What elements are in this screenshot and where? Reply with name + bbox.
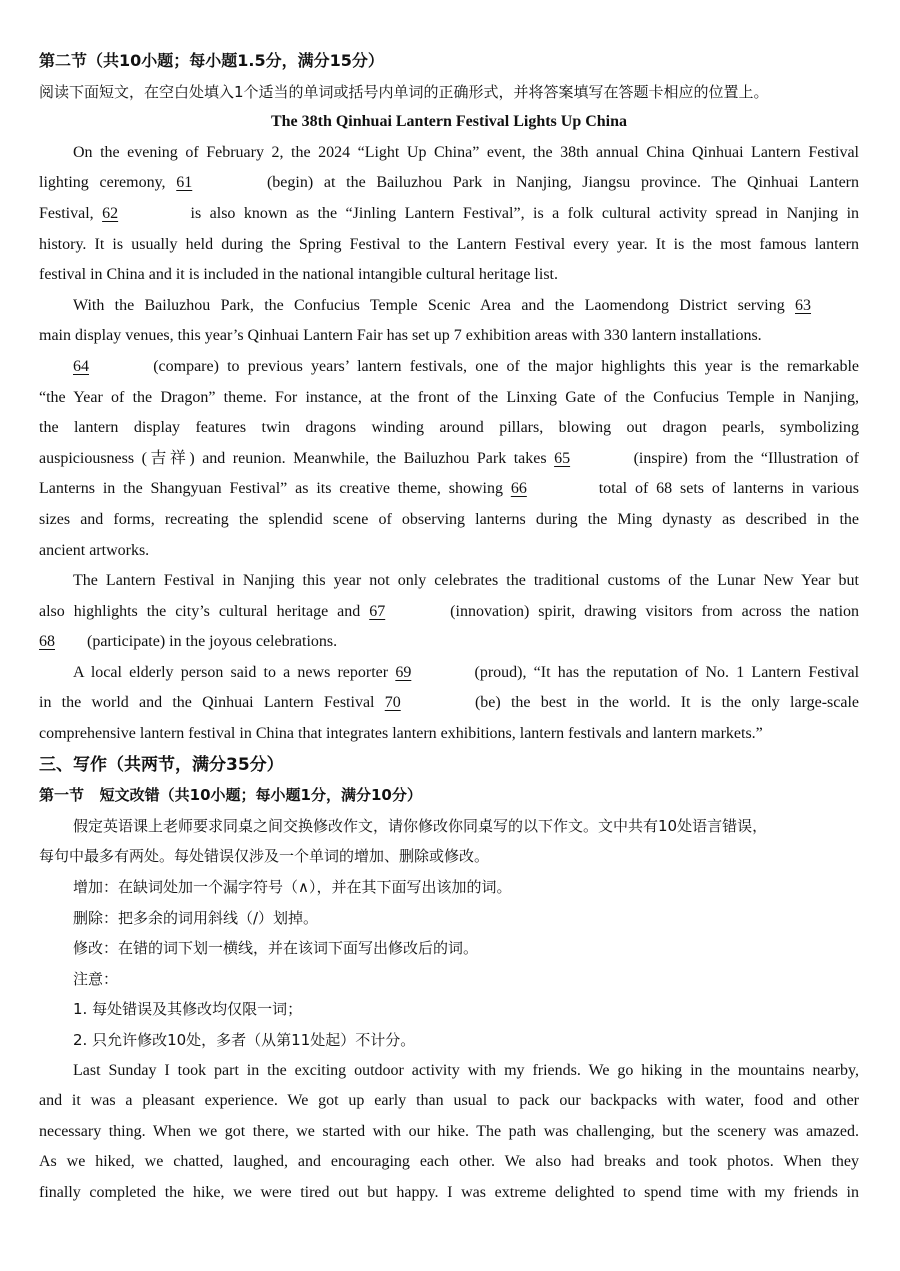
p3-line1 <box>39 352 859 383</box>
text: in the world and the Qinhuai Lantern Festival <box>39 694 375 712</box>
text: total of 68 sets of lanterns in various <box>598 480 859 498</box>
text: Festival, <box>39 204 94 222</box>
text: (proud), “It has the reputation of No. 1 Lantern Festival <box>474 663 860 681</box>
part3-instruction-2: 每句中最多有两处。每处错误仅涉及一个单词的增加、删除或修改。 <box>39 847 490 866</box>
p5-line1 <box>39 658 859 689</box>
essay-line2: and it was a pleasant experience. We got up early than usual to pack our backpacks with water, food and other <box>39 1092 859 1110</box>
note-label: 注意： <box>73 969 119 988</box>
p1-line2 <box>39 168 859 199</box>
blank-67: 67 <box>369 602 386 620</box>
p3-line6: sizes and forms, recreating the splendid scene of observing lanterns during the Ming dynasty as described in the <box>39 510 859 528</box>
blank-64: 64 <box>73 357 89 375</box>
blank-63: 63 <box>795 296 812 314</box>
text: A local elderly person said to a news reporter <box>73 663 389 681</box>
section2-instruction: 阅读下面短文，在空白处填入1个适当的单词或括号内单词的正确形式，并将答案填写在答题卡相应的位置上。 <box>39 82 769 101</box>
rule-add: 增加：在缺词处加一个漏字符号（∧），并在其下面写出该加的词。 <box>73 878 512 897</box>
text: (begin) at the Bailuzhou Park in Nanjing, Jiangsu province. The Qinhuai Lantern <box>266 174 860 192</box>
text: (innovation) spirit, drawing visitors from across the nation <box>450 602 860 620</box>
text: (be) the best in the world. It is the only large-scale <box>474 694 860 712</box>
p3-line3: the lantern display features twin dragons winding around pillars, blowing out dragon pearls, symbolizing <box>39 419 859 437</box>
p1-line5: festival in China and it is included in the national intangible cultural heritage list. <box>39 266 558 284</box>
passage-title: The 38th Qinhuai Lantern Festival Lights Up China <box>270 113 628 131</box>
p1-line4: history. It is usually held during the Spring Festival to the Lantern Festival every year. It is the most famous lantern <box>39 235 859 253</box>
p2-line1 <box>39 291 859 322</box>
rule-delete: 删除：把多余的词用斜线（/）划掉。 <box>73 908 319 927</box>
blank-61: 61 <box>176 174 193 192</box>
p4-line1: The Lantern Festival in Nanjing this year not only celebrates the traditional customs of the Lunar New Year but <box>73 572 859 590</box>
essay-line5: finally completed the hike, we were tired out but happy. I was extreme delighted to spend time with my friends in <box>39 1183 859 1201</box>
p5-line2 <box>39 688 859 719</box>
p3-line7: ancient artworks. <box>39 541 150 559</box>
rule-modify: 修改：在错的词下划一横线，并在该词下面写出修改后的词。 <box>73 939 479 958</box>
note-2: 2. 只允许修改10处，多者（从第11处起）不计分。 <box>73 1031 416 1049</box>
text: Lanterns in the Shangyuan Festival” as its creative theme, showing <box>39 480 503 498</box>
p3-line2: “the Year of the Dragon” theme. For instance, at the front of the Linxing Gate of the Confucius Temple in Nanjing, <box>39 388 859 406</box>
part3-instruction-1: 假定英语课上老师要求同桌之间交换修改作文，请你修改你同桌写的以下作文。文中共有10处语言错误， <box>73 816 768 835</box>
blank-65: 65 <box>554 449 571 467</box>
part3-header: 三、写作（共两节，满分35分） <box>39 754 284 775</box>
p4-line2 <box>39 597 859 628</box>
p3-line5 <box>39 474 859 505</box>
essay-line1: Last Sunday I took part in the exciting outdoor activity with my friends. We go hiking in the mountains nearby, <box>73 1061 859 1079</box>
p5-line3: comprehensive lantern festival in China that integrates lantern exhibitions, lantern festivals and lantern markets.” <box>39 725 763 743</box>
text: is also known as the “Jinling Lantern Festival”, is a folk cultural activity spread in Nanjing in <box>190 204 860 222</box>
p1-line1: On the evening of February 2, the 2024 “Light Up China” event, the 38th annual China Qinhuai Lantern Festival <box>73 143 859 161</box>
p2-line2: main display venues, this year’s Qinhuai Lantern Fair has set up 7 exhibition areas with 330 lantern installations. <box>39 327 762 345</box>
essay-line3: necessary thing. When we got there, we started with our hike. The path was challenging, but the scenery was amazed. <box>39 1122 859 1140</box>
text: (compare) to previous years’ lantern festivals, one of the major highlights this year is the remarkable <box>153 357 860 375</box>
text: also highlights the city’s cultural heritage and <box>39 602 361 620</box>
blank-69: 69 <box>395 663 412 681</box>
p4-line3 <box>39 627 859 658</box>
essay-line4: As we hiked, we chatted, laughed, and encouraging each other. We also had breaks and took photos. When they <box>39 1153 859 1171</box>
text: (participate) in the joyous celebrations. <box>87 633 338 651</box>
blank-66: 66 <box>510 480 527 498</box>
text: auspiciousness (吉祥) and reunion. Meanwhile, the Bailuzhou Park takes <box>39 449 547 467</box>
blank-62: 62 <box>102 204 119 222</box>
section2-header: 第二节（共10小题；每小题1.5分，满分15分） <box>39 51 384 70</box>
note-1: 1. 每处错误及其修改均仅限一词； <box>73 1000 303 1019</box>
text: lighting ceremony, <box>39 174 166 192</box>
part3-subheader: 第一节 短文改错（共10小题；每小题1分，满分10分） <box>39 786 422 805</box>
exam-page <box>39 46 859 1209</box>
p3-line4 <box>39 444 859 475</box>
p1-line3 <box>39 199 859 230</box>
blank-70: 70 <box>384 694 401 712</box>
text: (inspire) from the “Illustration of <box>633 449 860 467</box>
blank-68: 68 <box>39 633 55 651</box>
text: With the Bailuzhou Park, the Confucius Temple Scenic Area and the Laomendong District serving <box>73 296 785 314</box>
